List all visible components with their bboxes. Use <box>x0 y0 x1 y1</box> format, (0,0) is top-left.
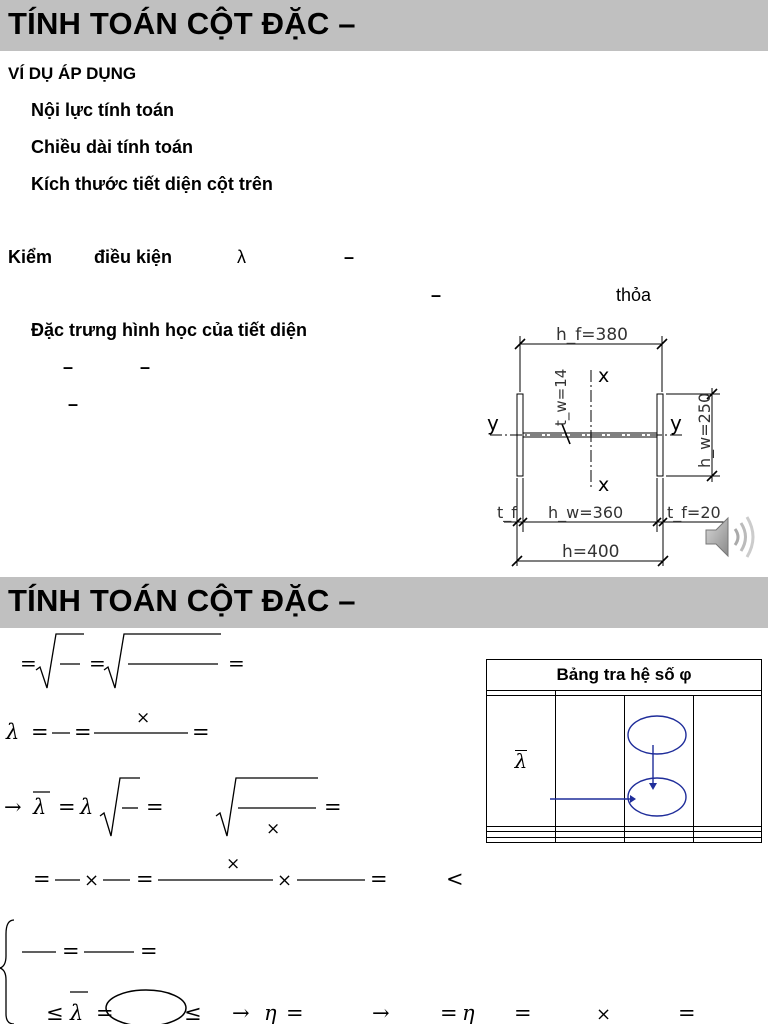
slide1-title-band <box>0 0 768 51</box>
svg-text:=: = <box>324 795 342 819</box>
svg-text:η: η <box>264 1001 277 1024</box>
bullet-section-size: Kích thước tiết diện cột trên <box>31 174 273 194</box>
dim-h: h=400 <box>562 542 620 562</box>
slide1-title: TÍNH TOÁN CỘT ĐẶC – <box>8 6 356 41</box>
bullet-effective-length: Chiều dài tính toán <box>31 137 193 157</box>
geometry-dash-2: – <box>140 357 151 377</box>
svg-text:=: = <box>89 651 106 675</box>
svg-text:=: = <box>440 1001 458 1024</box>
bullet-internal-forces: Nội lực tính toán <box>31 100 175 120</box>
svg-text:×: × <box>596 1004 612 1024</box>
svg-text:λ: λ <box>80 795 94 819</box>
formula-relative-slenderness <box>0 770 360 840</box>
axis-x-bottom: x <box>598 474 610 496</box>
geometry-heading: Đặc trưng hình học của tiết diện <box>31 320 308 340</box>
svg-text:=: = <box>514 1001 532 1024</box>
axis-x-top: x <box>598 365 610 387</box>
geometry-dash-1: – <box>63 357 74 377</box>
svg-text:×: × <box>266 819 281 839</box>
formula-eta-system <box>0 916 768 1024</box>
condition-label: điều kiện <box>94 247 173 267</box>
slide2-title: TÍNH TOÁN CỘT ĐẶC – <box>8 583 356 618</box>
svg-text:=: = <box>20 651 37 675</box>
svg-text:=: = <box>31 720 49 744</box>
formula-eccentricity <box>0 850 470 900</box>
svg-text:×: × <box>84 870 100 891</box>
svg-text:=: = <box>136 867 154 891</box>
i-section-figure <box>484 318 734 576</box>
svg-text:=: = <box>33 867 51 891</box>
table-annotation-overlay <box>486 659 762 843</box>
svg-text:=: = <box>74 720 92 744</box>
svg-text:=: = <box>228 651 245 675</box>
svg-text:<: < <box>446 867 464 891</box>
axis-y-right: y <box>670 411 682 435</box>
slide2-title-band <box>0 577 768 628</box>
lambda-bar-symbol: λ <box>514 748 528 773</box>
svg-text:=: = <box>146 795 164 819</box>
svg-text:→: → <box>232 1001 250 1024</box>
svg-text:λ: λ <box>6 720 20 744</box>
check-dash: – <box>344 247 355 267</box>
svg-text:×: × <box>226 854 241 874</box>
axis-y-left: y <box>487 411 499 435</box>
svg-text:≤: ≤ <box>184 1001 202 1024</box>
speaker-icon[interactable] <box>702 512 756 562</box>
formula-slenderness <box>0 706 260 756</box>
geometry-dash-3: – <box>68 394 79 414</box>
dim-tw: t_w=14 <box>552 368 570 426</box>
svg-text:×: × <box>277 870 293 891</box>
satisfy-label: thỏa <box>616 285 652 305</box>
svg-text:→: → <box>4 795 22 819</box>
svg-text:=: = <box>192 720 210 744</box>
dim-tf-value: t_f=20 <box>667 503 721 522</box>
satisfy-dash: – <box>431 285 442 305</box>
dim-hw-horizontal: h_w=360 <box>548 503 624 522</box>
svg-text:≤: ≤ <box>46 1001 64 1024</box>
svg-text:=: = <box>62 939 80 963</box>
dim-tf: t_f <box>497 503 517 522</box>
svg-text:=: = <box>286 1001 304 1024</box>
dim-hf: h_f=380 <box>556 325 628 345</box>
example-heading: VÍ DỤ ÁP DỤNG <box>8 64 137 83</box>
svg-text:×: × <box>136 708 151 728</box>
phi-table-title: Bảng tra hệ số φ <box>487 660 762 691</box>
svg-text:λ: λ <box>33 795 47 819</box>
svg-text:=: = <box>96 1001 114 1024</box>
svg-text:→: → <box>372 1001 390 1024</box>
svg-text:λ: λ <box>70 1001 84 1024</box>
svg-text:=: = <box>58 795 76 819</box>
svg-text:=: = <box>678 1001 696 1024</box>
lambda-symbol: λ <box>237 247 246 267</box>
svg-text:=: = <box>370 867 388 891</box>
dim-hw-vertical: h_w=250 <box>695 392 714 468</box>
formula-radius <box>0 630 260 690</box>
check-label: Kiểm <box>8 247 53 267</box>
svg-text:=: = <box>140 939 158 963</box>
svg-text:η: η <box>462 1001 475 1024</box>
